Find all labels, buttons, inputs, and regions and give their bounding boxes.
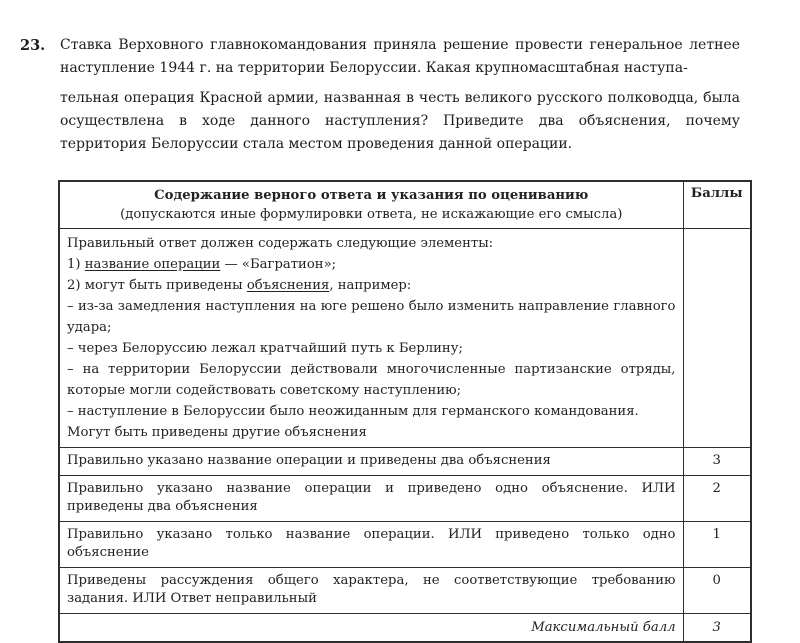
answer-item-1 xyxy=(67,254,676,275)
criterion-text: Правильно указано название операции и приведены два объяснения xyxy=(59,448,683,476)
criterion-score: 2 xyxy=(683,475,751,521)
criterion-row xyxy=(59,567,751,613)
answer-item-1-prefix: 1) xyxy=(67,257,85,272)
question-number: 23. xyxy=(20,37,46,54)
explanation-item: – через Белоруссию лежал кратчайший путь к Берлину; xyxy=(67,341,463,356)
answer-item-1-underlined: название операции xyxy=(84,257,221,272)
content-header-subtitle: (допускаются иные формулировки ответа, не искажающие его смысла) xyxy=(120,207,623,222)
question-text xyxy=(60,34,740,156)
answer-intro: Правильный ответ должен содержать следующие элементы: xyxy=(67,236,494,251)
explanation-item: – на территории Белоруссии действовали многочисленные партизанские отряды, которые могли содействовать советскому наступлению; xyxy=(67,362,676,398)
criterion-text: Правильно указано название операции и приведено одно объяснение. ИЛИ приведены два объяснения xyxy=(59,475,683,521)
answer-item-2-underlined: объяснения xyxy=(246,278,330,293)
criterion-score: 1 xyxy=(683,521,751,567)
answer-outro: Могут быть приведены другие объяснения xyxy=(67,425,367,440)
answer-item-2-prefix: 2) могут быть приведены xyxy=(67,278,247,293)
criterion-row xyxy=(59,521,751,567)
scoring-table-container xyxy=(58,180,750,643)
criterion-score: 0 xyxy=(683,567,751,613)
explanation-item: – из-за замедления наступления на юге решено было изменить направление главного удара; xyxy=(67,299,676,335)
answer-cell xyxy=(59,229,683,448)
max-score-label: Максимальный балл xyxy=(59,613,683,642)
criterion-row xyxy=(59,475,751,521)
explanation-item: – наступление в Белоруссии было неожиданным для германского командования. xyxy=(67,404,639,419)
table-header-row xyxy=(59,181,751,229)
max-score-row xyxy=(59,613,751,642)
answer-content-row xyxy=(59,229,751,448)
content-header-cell xyxy=(59,181,683,229)
criterion-text: Приведены рассуждения общего характера, не соответствующие требованию задания. ИЛИ Ответ неправильный xyxy=(59,567,683,613)
score-header-cell: Баллы xyxy=(683,181,751,229)
max-score-value: 3 xyxy=(683,613,751,642)
answer-item-1-suffix: — «Багратион»; xyxy=(220,257,337,272)
criterion-row xyxy=(59,448,751,476)
question-block xyxy=(0,0,800,156)
answer-score-cell xyxy=(683,229,751,448)
criterion-text: Правильно указано только название операции. ИЛИ приведено только одно объяснение xyxy=(59,521,683,567)
content-header-title: Содержание верного ответа и указания по оцениванию xyxy=(154,188,589,203)
question-paragraph-1: Ставка Верховного главнокомандования приняла решение провести генеральное летнее наступление 1944 г. на территории Белоруссии. Какая крупномасштабная наступа- xyxy=(60,37,740,76)
question-paragraph-2: тельная операция Красной армии, названная в честь великого русского полководца, была осуществлена в ходе данного наступления? Приведите два объяснения, почему территория Белоруссии стала местом проведения данной операции. xyxy=(60,90,740,152)
scoring-table xyxy=(58,180,752,643)
answer-item-2-suffix: , например: xyxy=(329,278,412,293)
answer-item-2 xyxy=(67,275,676,296)
criterion-score: 3 xyxy=(683,448,751,476)
